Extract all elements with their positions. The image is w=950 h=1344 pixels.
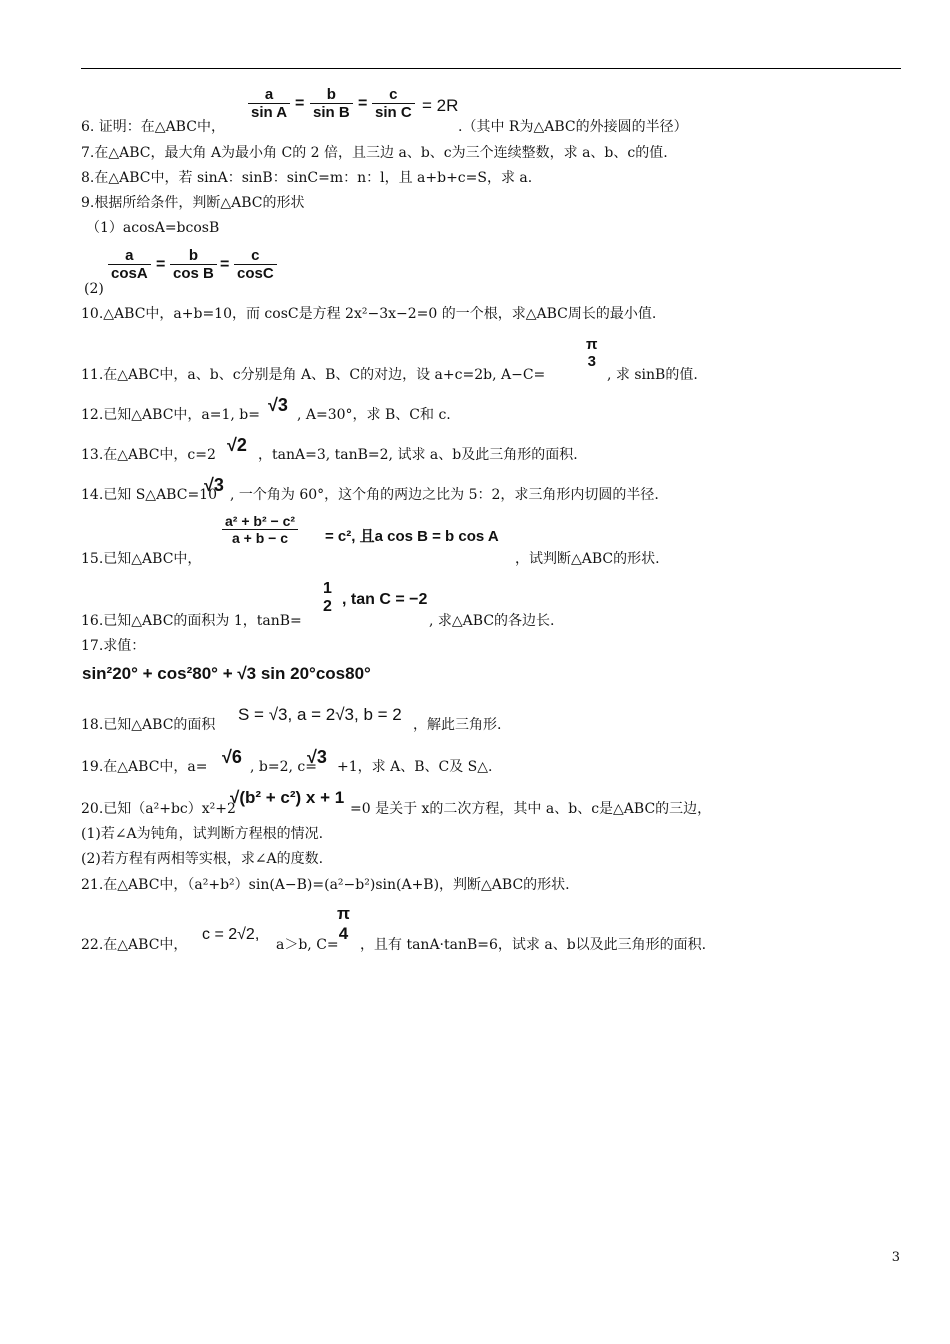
problem-14: 14.已知 S△ABC=10 — [81, 487, 217, 503]
fraction-c-cosC: $\frac{c}{\cos C}$ — [234, 247, 277, 282]
problem-15-tail: ，试判断△ABC的形状. — [515, 551, 660, 567]
problem-15: 15.已知△ABC中， — [81, 551, 202, 567]
fraction-b-cosB: $\frac{b}{\text{cos B}}$ — [170, 247, 217, 282]
equals-sign: = — [358, 95, 368, 112]
problem-8: 8.在△ABC中，若 sinA：sinB：sinC=m：n：l，且 a+b+c=S，求 a. — [81, 170, 533, 186]
fraction-15: $\frac{\text{a² + b² − c²}}{a + b - c}$ — [222, 513, 298, 546]
equals-sign: = — [156, 256, 166, 273]
fraction-c-sinC: $\frac{c}{\text{sin C}}$ — [372, 86, 415, 121]
problem-6: 6. 证明：在△ABC中， — [81, 119, 225, 135]
fraction-a-cosA: $\frac{a}{\cos A}$ — [108, 247, 151, 282]
fraction-b-sinB: $\frac{b}{\text{sin B}}$ — [310, 86, 353, 121]
problem-11: 11.在△ABC中，a、b、c分别是角 A、B、C的对边，设 a+c=2b, A−C= — [81, 367, 546, 383]
problem-21: 21.在△ABC中，（a²+b²）sin(A−B)=(a²−b²)sin(A+B)，判断△ABC的形状. — [81, 877, 570, 893]
fraction-1-2: 1 2 — [323, 580, 332, 615]
problem-9-part2: (2) — [84, 281, 104, 297]
problem-20-part2: (2)若方程有两相等实根，求∠A的度数. — [81, 851, 324, 867]
problem-19-mid: , b=2, c= — [250, 759, 317, 775]
expression-20: √(b² + c²) x + 1 — [230, 788, 345, 807]
fraction-pi-4: π 4 — [337, 904, 351, 943]
problem-13-tail: ，tanA=3, tanB=2, 试求 a、b及此三角形的面积. — [258, 447, 578, 463]
problem-10: 10.△ABC中，a+b=10，而 cosC是方程 2x²−3x−2=0 的一个根，求△ABC周长的最小值. — [81, 306, 657, 322]
problem-19-tail: +1，求 A、B、C及 S△. — [337, 759, 493, 775]
eq-18: S = √3, a = 2√3, b = 2 — [238, 705, 402, 724]
problem-20-part1: (1)若∠A为钝角，试判断方程根的情况. — [81, 826, 324, 842]
eq-2R: = 2R — [422, 96, 459, 115]
equals-sign: = — [295, 95, 305, 112]
problem-22: 22.在△ABC中， — [81, 937, 188, 953]
problem-13: 13.在△ABC中，c=2 — [81, 447, 216, 463]
problem-20-tail: =0 是关于 x的二次方程，其中 a、b、c是△ABC的三边， — [350, 801, 712, 817]
problem-20: 20.已知（a²+bc）x²+2 — [81, 801, 236, 817]
problem-18: 18.已知△ABC的面积 — [81, 717, 216, 733]
problem-12: 12.已知△ABC中，a=1, b= — [81, 407, 260, 423]
page-number: 3 — [891, 1250, 900, 1265]
sqrt2: √2 — [227, 435, 247, 455]
sqrt3: √3 — [307, 747, 327, 767]
problem-6-tail: .（其中 R为△ABC的外接圆的半径） — [458, 119, 688, 135]
problem-19: 19.在△ABC中，a= — [81, 759, 208, 775]
fraction-a-sinA: $\frac{a}{\text{sin A}}$ — [248, 86, 290, 121]
problem-14-tail: , 一个角为 60°，这个角的两边之比为 5：2，求三角形内切圆的半径. — [230, 487, 659, 503]
problem-22-mid: a＞b, C= — [276, 937, 339, 953]
expression-17: sin²20° + cos²80° + √3 sin 20°cos80° — [82, 664, 371, 683]
problem-7: 7.在△ABC，最大角 A为最小角 C的 2 倍，且三边 a、b、c为三个连续整数，求 a、b、c的值. — [81, 145, 668, 161]
problem-11-tail: , 求 sinB的值. — [607, 367, 698, 383]
fraction-pi-3: π 3 — [586, 336, 598, 370]
sqrt3: √3 — [268, 395, 288, 415]
problem-18-tail: ，解此三角形. — [413, 717, 502, 733]
tanC-eq: , tan C = −2 — [342, 591, 428, 608]
eq-15-tail: = c², 且a cos B = b cos A — [325, 528, 499, 545]
problem-16: 16.已知△ABC的面积为 1，tanB= — [81, 613, 302, 629]
problem-9: 9.根据所给条件，判断△ABC的形状 — [81, 195, 305, 211]
problem-22-tail: ，且有 tanA·tanB=6，试求 a、b以及此三角形的面积. — [360, 937, 707, 953]
header-rule — [81, 68, 901, 69]
problem-17: 17.求值： — [81, 638, 146, 654]
equals-sign: = — [220, 256, 230, 273]
problem-12-tail: , A=30°，求 B、C和 c. — [297, 407, 451, 423]
problem-16-tail: , 求△ABC的各边长. — [429, 613, 555, 629]
sqrt3: √3 — [204, 475, 224, 495]
problem-9-part1: （1）acosA=bcosB — [86, 220, 220, 236]
eq-22: c = 2√2, — [202, 926, 260, 943]
sqrt6: √6 — [222, 747, 242, 767]
